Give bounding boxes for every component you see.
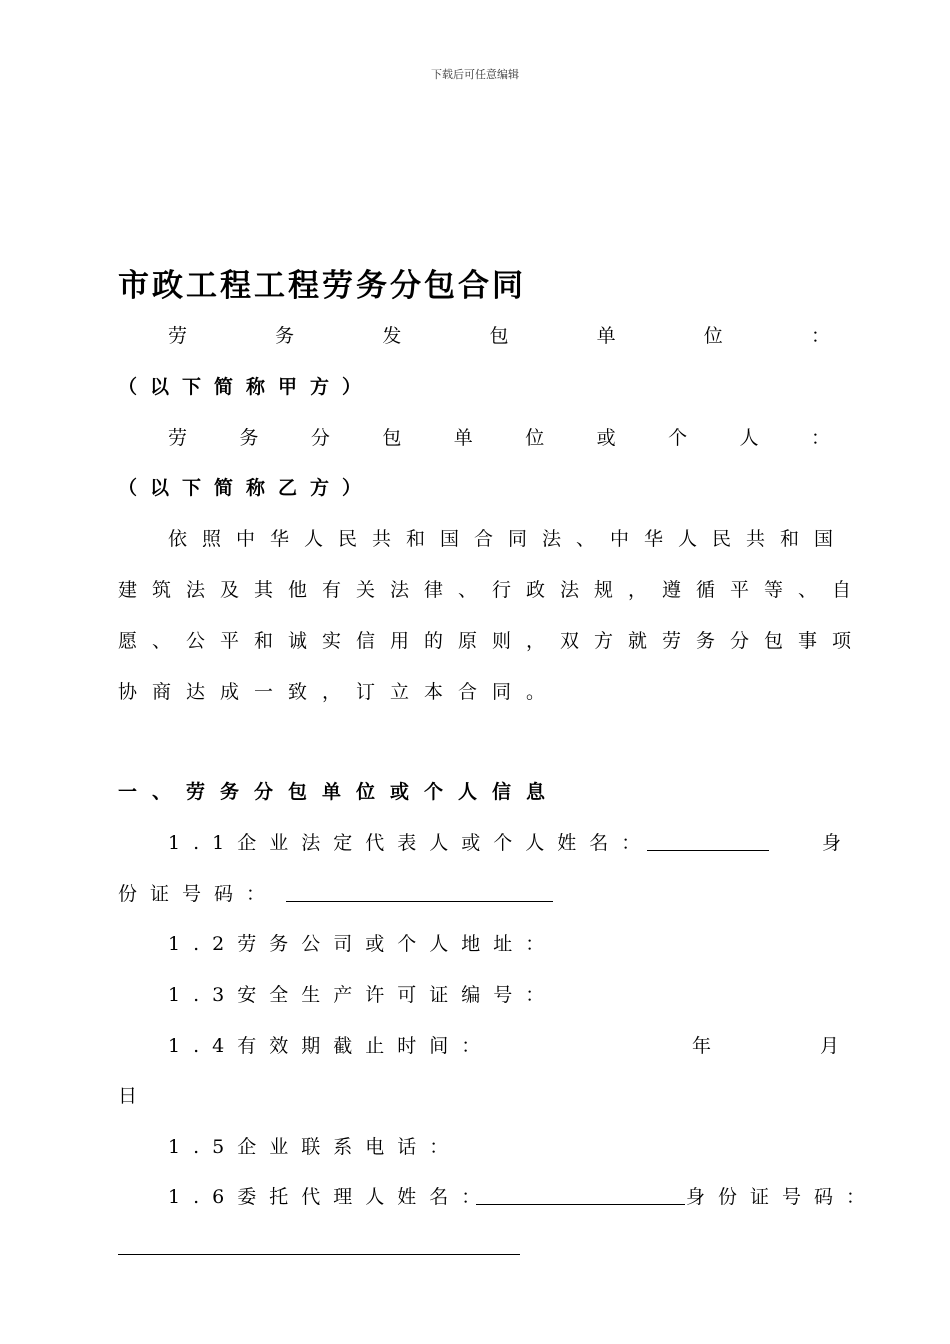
party-b-char: 个: [668, 427, 688, 449]
party-a-abbrev: （以下简称甲方）: [118, 376, 375, 398]
party-b-char: 包: [382, 427, 402, 449]
section-heading: 一、劳务分包单位或个人信息: [118, 781, 561, 803]
item-1-1-id-label: 份证号码：: [118, 883, 279, 905]
party-a-char: 劳: [168, 325, 188, 347]
legal-rep-id-blank[interactable]: [286, 901, 553, 902]
item-1-3-label: 1.3安全生产许可证编号：: [168, 984, 558, 1006]
party-a-char: 发: [382, 325, 402, 347]
party-a-char: 务: [275, 325, 295, 347]
item-1-6-label: 1.6委托代理人姓名：: [168, 1186, 494, 1208]
preamble-line: 依照中华人民共和国合同法、中华人民共和国: [168, 528, 849, 550]
item-1-6-id-label: 身份证号码：: [686, 1186, 879, 1208]
party-b-char: 人: [739, 427, 759, 449]
preamble-line: 愿、公平和诚实信用的原则，双方就劳务分包事项: [118, 630, 867, 652]
agent-id-blank[interactable]: [118, 1254, 520, 1255]
agent-name-blank[interactable]: [476, 1204, 685, 1205]
preamble-line: 建筑法及其他有关法律、行政法规，遵循平等、自: [118, 579, 867, 601]
item-1-1-id-prefix: 身: [822, 832, 842, 854]
party-a-label: [168, 322, 830, 350]
day-label: 日: [118, 1085, 138, 1107]
month-label: 月: [820, 1035, 840, 1057]
item-1-5-label: 1.5企业联系电话：: [168, 1136, 462, 1158]
party-b-char: 单: [453, 427, 473, 449]
item-1-2-label: 1.2劳务公司或个人地址：: [168, 933, 558, 955]
party-b-char: 或: [596, 427, 616, 449]
party-b-char: 劳: [168, 427, 188, 449]
legal-rep-name-blank[interactable]: [647, 850, 769, 851]
party-a-char: ：: [810, 325, 830, 347]
party-a-char: 位: [703, 325, 723, 347]
party-b-abbrev: （以下简称乙方）: [118, 477, 375, 499]
party-a-char: 包: [489, 325, 509, 347]
document-title: 市政工程工程劳务分包合同: [118, 268, 526, 304]
party-b-char: ：: [810, 427, 830, 449]
party-b-label: [168, 424, 830, 452]
party-b-char: 位: [525, 427, 545, 449]
preamble-line: 协商达成一致，订立本合同。: [118, 681, 561, 703]
party-b-char: 务: [239, 427, 259, 449]
party-a-char: 单: [596, 325, 616, 347]
header-note: 下载后可任意编辑: [431, 68, 519, 81]
item-1-1-label: 1.1企业法定代表人或个人姓名：: [168, 832, 654, 854]
item-1-4-label: 1.4有效期截止时间：: [168, 1035, 494, 1057]
year-label: 年: [692, 1035, 712, 1057]
party-b-char: 分: [310, 427, 330, 449]
